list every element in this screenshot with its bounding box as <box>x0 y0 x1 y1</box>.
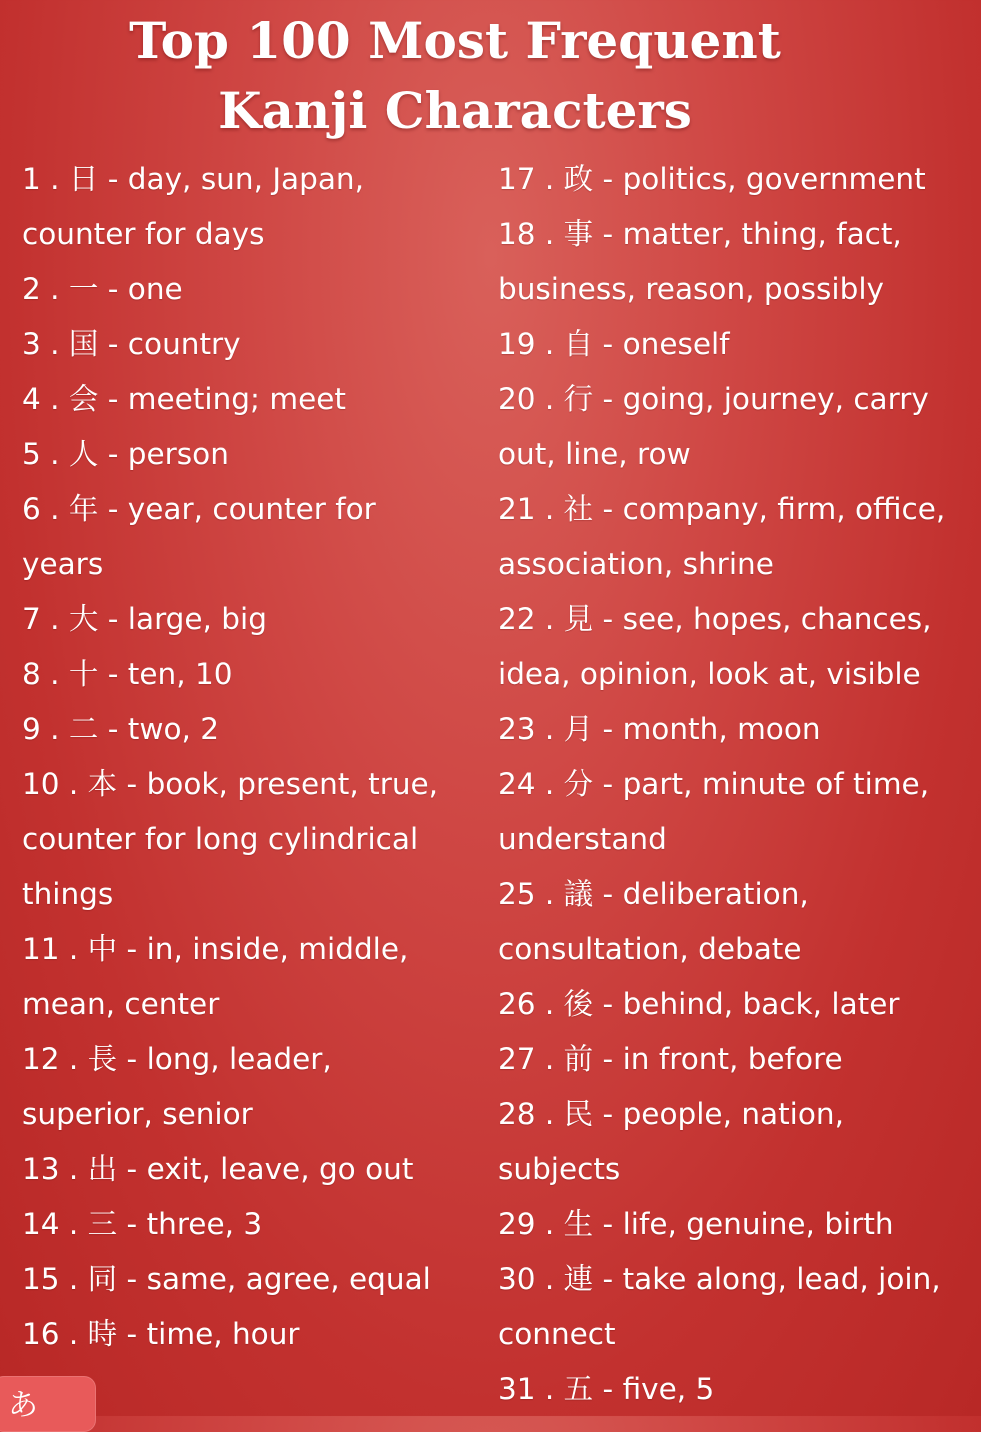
list-item: superior, senior <box>22 1097 253 1131</box>
list-item: 12 . 長 - long, leader, <box>22 1042 332 1076</box>
list-item: idea, opinion, look at, visible <box>498 657 921 691</box>
list-item: things <box>22 877 114 911</box>
list-item: 20 . 行 - going, journey, carry <box>498 382 929 416</box>
list-item: out, line, row <box>498 437 691 471</box>
list-item: 11 . 中 - in, inside, middle, <box>22 932 409 966</box>
list-item: 4 . 会 - meeting; meet <box>22 382 346 416</box>
list-item: 29 . 生 - life, genuine, birth <box>498 1207 894 1241</box>
list-item: counter for days <box>22 217 265 251</box>
list-item: mean, center <box>22 987 220 1021</box>
list-item: 8 . 十 - ten, 10 <box>22 657 233 691</box>
list-item: counter for long cylindrical <box>22 822 419 856</box>
list-item: 31 . 五 - five, 5 <box>498 1372 715 1406</box>
list-item: 26 . 後 - behind, back, later <box>498 987 900 1021</box>
left-column <box>22 152 477 1362</box>
title-line-1: Top 100 Most Frequent <box>129 11 781 70</box>
list-item: 15 . 同 - same, agree, equal <box>22 1262 431 1296</box>
list-item: 2 . 一 - one <box>22 272 183 306</box>
list-item: 23 . 月 - month, moon <box>498 712 821 746</box>
list-item: 1 . 日 - day, sun, Japan, <box>22 162 364 196</box>
list-item: 7 . 大 - large, big <box>22 602 267 636</box>
list-item: understand <box>498 822 667 856</box>
list-item: 18 . 事 - matter, thing, fact, <box>498 217 902 251</box>
list-item: 5 . 人 - person <box>22 437 229 471</box>
list-item: business, reason, possibly <box>498 272 884 306</box>
list-item: 24 . 分 - part, minute of time, <box>498 767 930 801</box>
list-item: 22 . 見 - see, hopes, chances, <box>498 602 932 636</box>
list-item: 10 . 本 - book, present, true, <box>22 767 439 801</box>
list-item: 27 . 前 - in front, before <box>498 1042 843 1076</box>
list-item: subjects <box>498 1152 621 1186</box>
ime-toggle-button[interactable] <box>0 1376 96 1432</box>
list-item: 17 . 政 - politics, government <box>498 162 926 196</box>
list-item: 13 . 出 - exit, leave, go out <box>22 1152 414 1186</box>
list-item: connect <box>498 1317 616 1351</box>
list-item: years <box>22 547 104 581</box>
list-item: association, shrine <box>498 547 774 581</box>
ime-hiragana-label: あ <box>8 1388 38 1423</box>
list-item: 3 . 国 - country <box>22 327 241 361</box>
list-item: consultation, debate <box>498 932 802 966</box>
page-title <box>0 6 910 146</box>
list-item: 19 . 自 - oneself <box>498 327 730 361</box>
list-item: 25 . 議 - deliberation, <box>498 877 809 911</box>
title-line-2: Kanji Characters <box>218 81 692 140</box>
list-item: 16 . 時 - time, hour <box>22 1317 300 1351</box>
list-item: 14 . 三 - three, 3 <box>22 1207 263 1241</box>
list-item: 28 . 民 - people, nation, <box>498 1097 844 1131</box>
right-column <box>498 152 968 1417</box>
list-item: 6 . 年 - year, counter for <box>22 492 376 526</box>
list-item: 21 . 社 - company, firm, office, <box>498 492 946 526</box>
list-item: 9 . 二 - two, 2 <box>22 712 220 746</box>
list-item: 30 . 連 - take along, lead, join, <box>498 1262 941 1296</box>
